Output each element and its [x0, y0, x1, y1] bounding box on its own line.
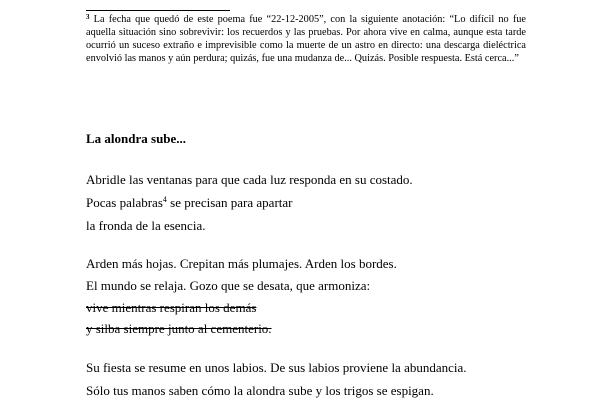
footnote-number: 3 — [86, 13, 90, 21]
poem-line-3: la fronda de la esencia. — [86, 218, 206, 233]
poem-title: La alondra sube... — [86, 131, 187, 146]
poem-line-9: Sólo tus manos saben cómo la alondra sube y los trigos se espigan. — [86, 383, 434, 398]
poem-line-7-struck: y silba siempre junto al cementerio. — [86, 321, 272, 336]
poem-line-2 — [86, 195, 292, 211]
footnote-separator — [86, 10, 230, 11]
poem-line-1: Abridle las ventanas para que cada luz responda en su costado. — [86, 172, 413, 187]
poem-line-5: El mundo se relaja. Gozo que se desata, que armoniza: — [86, 278, 371, 293]
poem-line-2-end: se precisan para apartar — [166, 195, 293, 210]
poem-line-6-struck: vive mientras respiran los demás — [86, 300, 257, 315]
footnote-text: La fecha que quedó de este poema fue “22-12-2005”, con la siguiente anotación: “Lo difícil no fue aquella situación sino sobrevivir: los recuerdos y las pruebas. Por ahora vive en calma, aunque esta tarde ocurrió un suceso extraño e imprevisible como la muerte de un astro en directo: una descarga dieléctrica envolvió las manos y aún perdura; quizás, fue una mudanza de... Quizás. Posible respuesta. Está cerca...” — [86, 14, 526, 64]
poem-line-2-start: Pocas palabras — [86, 195, 163, 210]
footnote-reference: 4 — [162, 195, 167, 204]
footnote — [86, 13, 526, 65]
poem-line-8: Su fiesta se resume en unos labios. De sus labios proviene la abundancia. — [86, 360, 467, 375]
poem-line-4: Arden más hojas. Crepitan más plumajes. Arden los bordes. — [86, 256, 397, 271]
